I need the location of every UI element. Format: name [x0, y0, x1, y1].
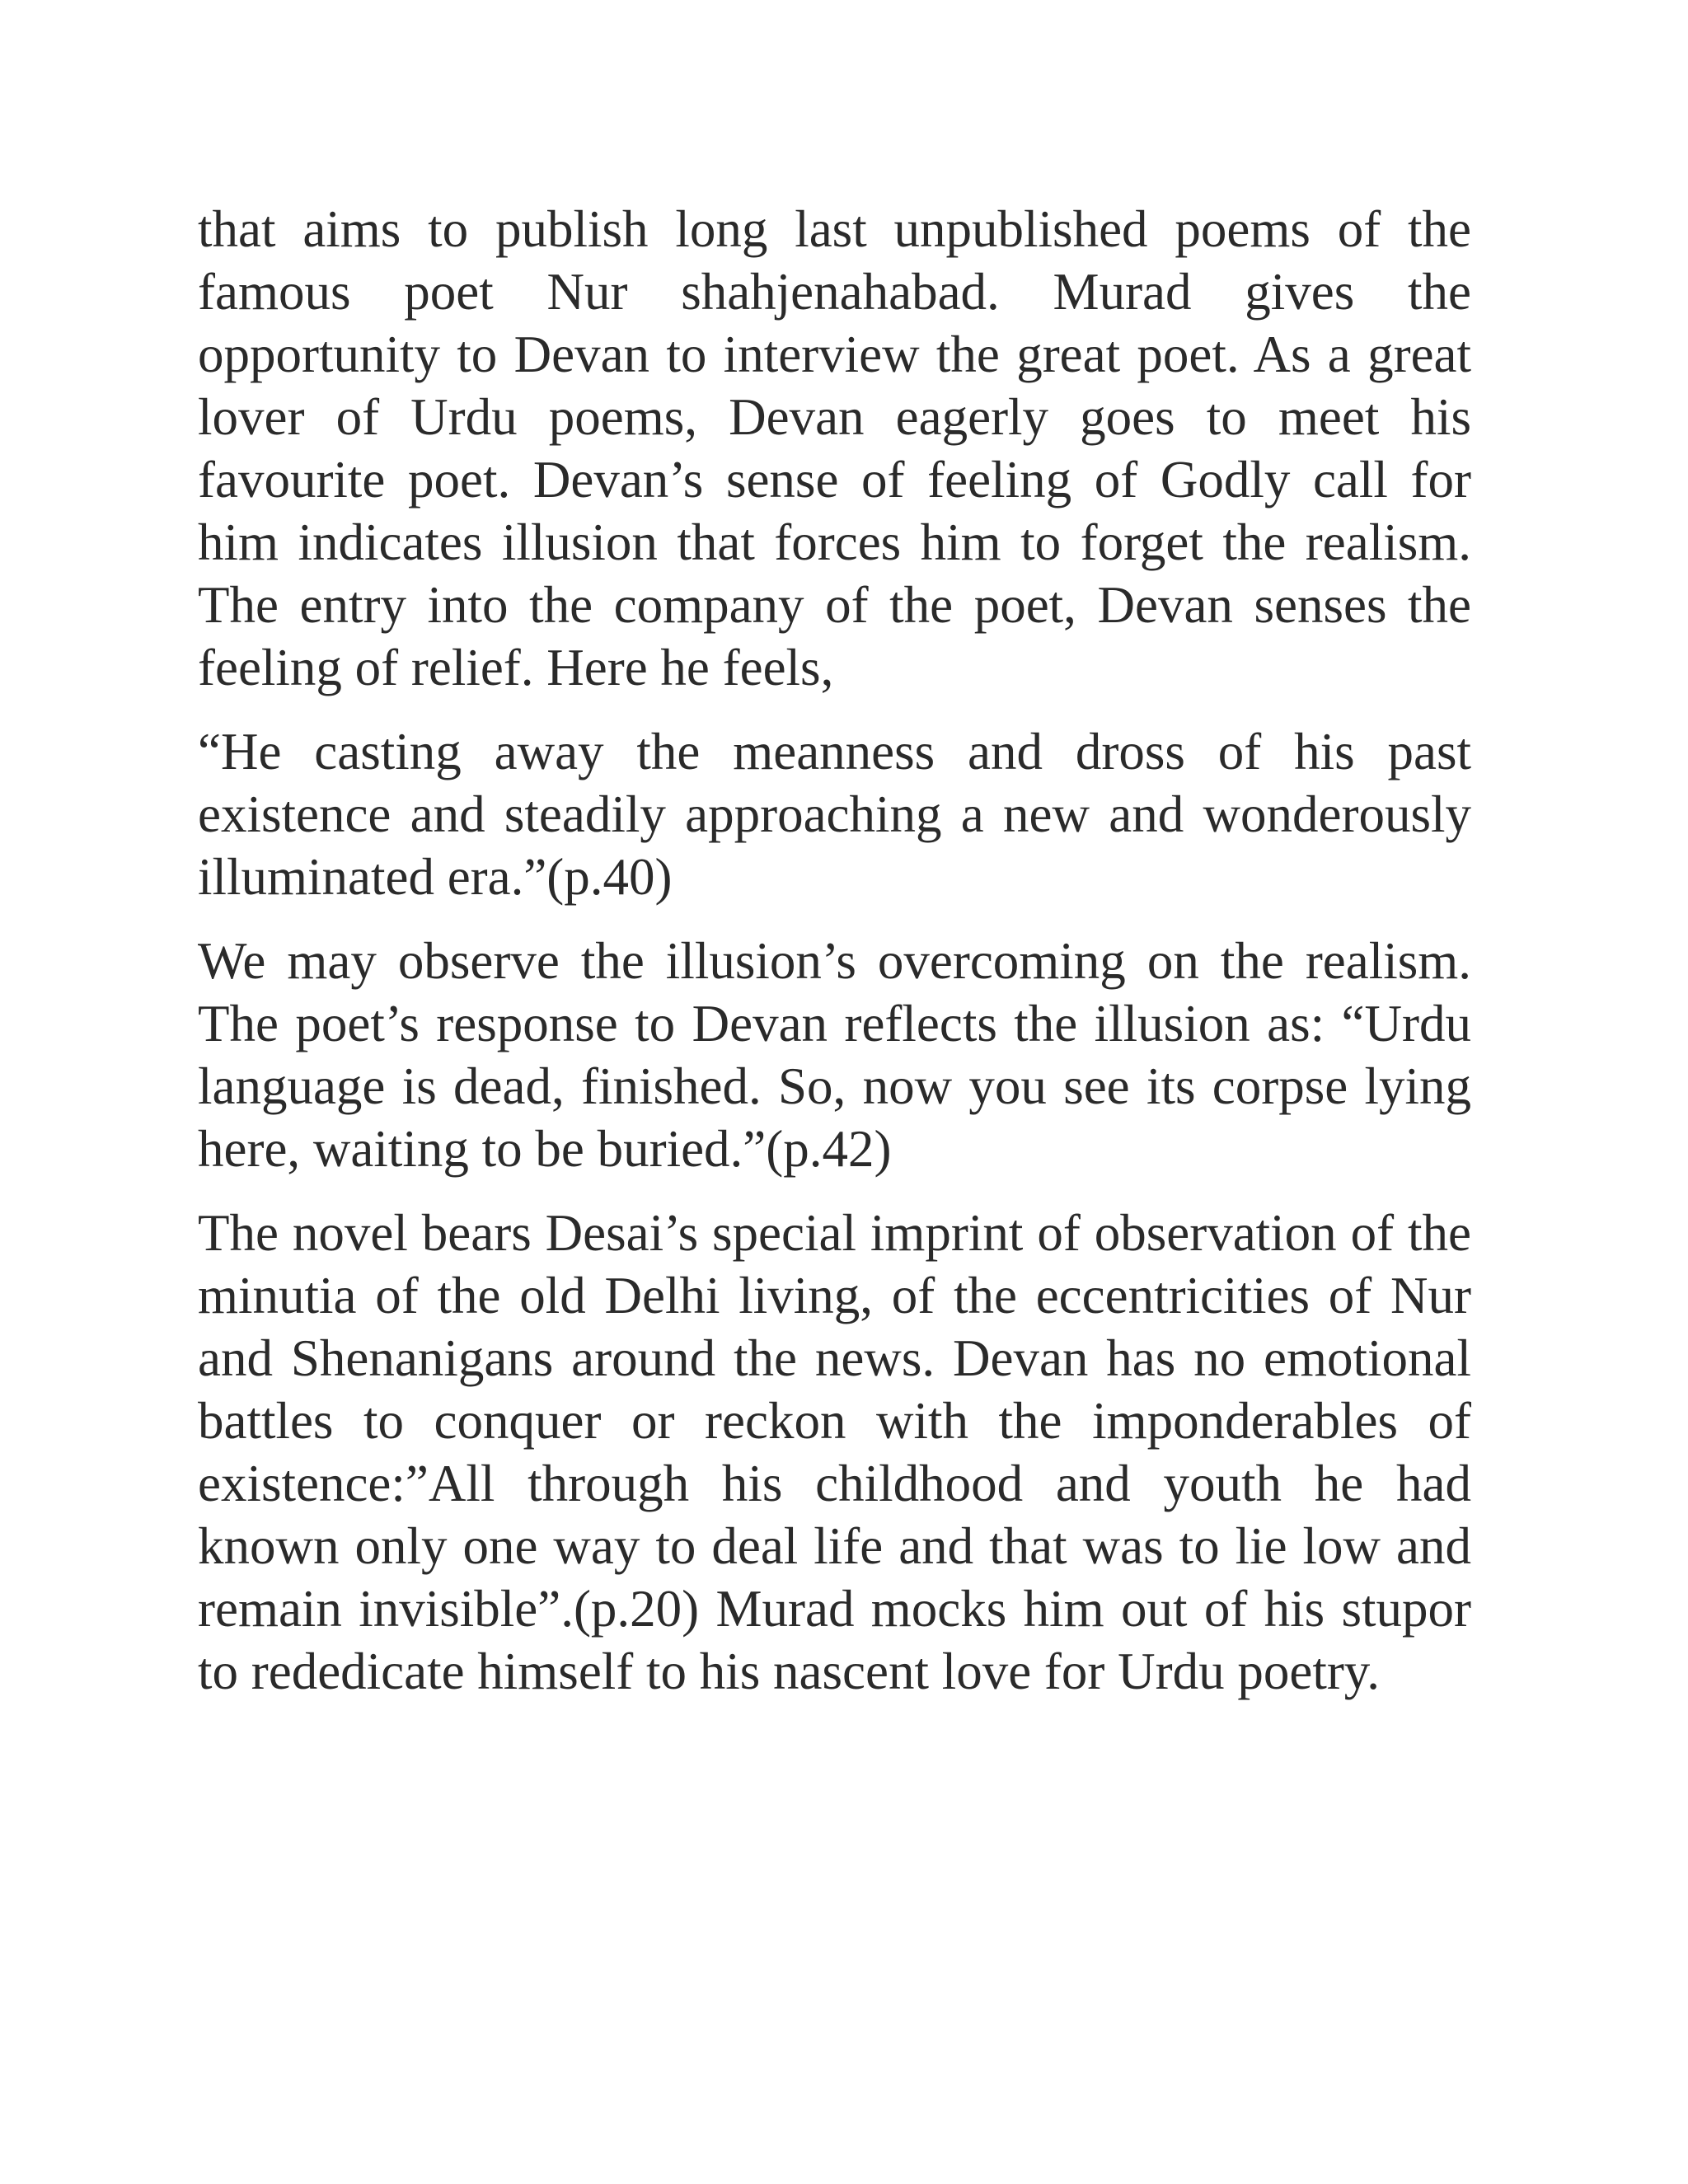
- paragraph-2: We may observe the illusion’s overcoming on the realism. The poet’s response to Devan reflects the illusion as: “Urdu language is dead, finished. So, now you see its corpse lying here, waiting to be buried.”(p.42): [198, 932, 1471, 1178]
- quote-paragraph-1: “He casting away the meanness and dross of his past existence and steadily approaching a new and wonderously illuminated era.”(p.40): [198, 723, 1471, 906]
- paragraph-1: that aims to publish long last unpublished poems of the famous poet Nur shahjenahabad. Murad gives the opportunity to Devan to interview the great poet. As a great lover of Urdu poems, Devan eagerly goes to meet his favourite poet. Devan’s sense of feeling of Godly call for him indicates illusion that forces him to forget the realism. The entry into the company of the poet, Devan senses the feeling of relief. Here he feels,: [198, 200, 1471, 696]
- paragraph-3: The novel bears Desai’s special imprint of observation of the minutia of the old Delhi living, of the eccentricities of Nur and Shenanigans around the news. Devan has no emotional battles to conquer or reckon with the imponderables of existence:”All through his childhood and youth he had known only one way to deal life and that was to lie low and remain invisible”.(p.20) Murad mocks him out of his stupor to rededicate himself to his nascent love for Urdu poetry.: [198, 1204, 1471, 1700]
- body-text: [198, 198, 1471, 1724]
